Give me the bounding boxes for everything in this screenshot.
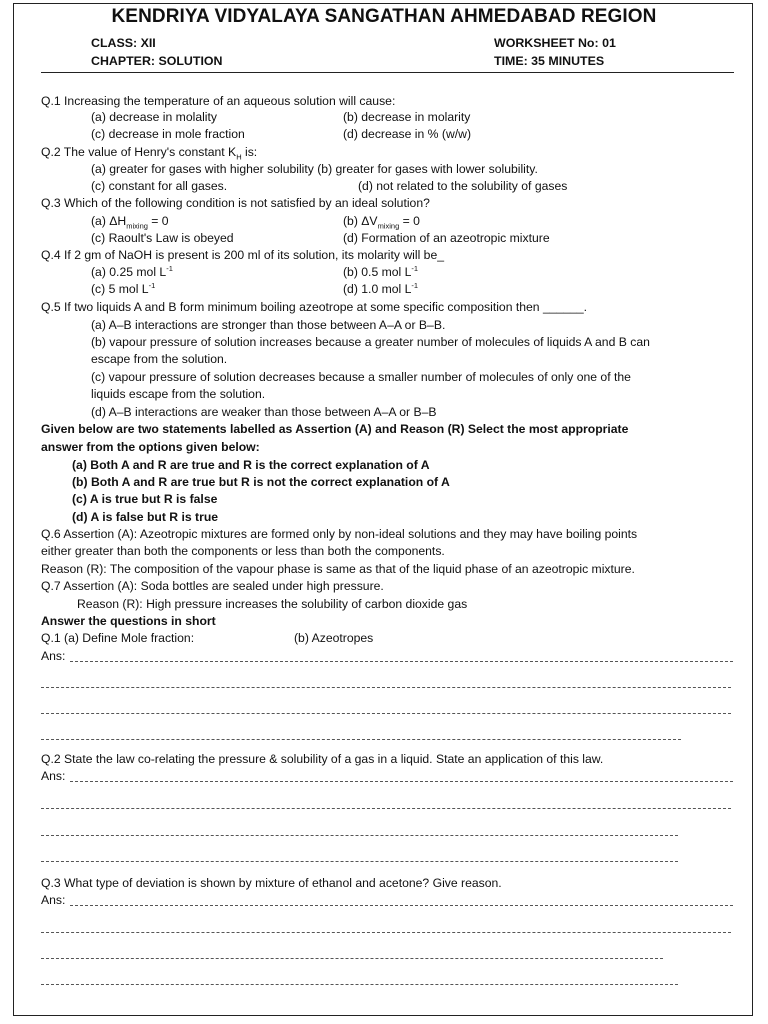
chapter-label: CHAPTER: SOLUTION bbox=[91, 54, 223, 68]
ar-option-d: (d) A is false but R is true bbox=[72, 510, 219, 524]
answer-line[interactable] bbox=[41, 713, 731, 714]
answer-line[interactable] bbox=[41, 808, 731, 809]
answer-line[interactable] bbox=[70, 661, 733, 662]
q4-option-d: (d) 1.0 mol $L^{-1}$ bbox=[343, 280, 419, 296]
q3-option-d: (d) Formation of an azeotropic mixture bbox=[343, 231, 550, 245]
q5-option-b-line2: escape from the solution. bbox=[91, 352, 228, 366]
short-answer-heading: Answer the questions in short bbox=[41, 614, 216, 628]
q1-option-b: (b) decrease in molarity bbox=[343, 110, 471, 124]
q6-assertion-line1: Q.6 Assertion (A): Azeotropic mixtures are formed only by non-ideal solutions and they may have boiling points bbox=[41, 527, 638, 541]
q1-option-c: (c) decrease in mole fraction bbox=[91, 127, 245, 141]
answer-line[interactable] bbox=[41, 932, 731, 933]
q4-option-a: (a) 0.25 mol $L^{-1}$ bbox=[91, 263, 173, 279]
assertion-intro-line1: Given below are two statements labelled as Assertion (A) and Reason (R) Select the most appropriate bbox=[41, 422, 629, 436]
ar-option-a: (a) Both A and R are true and R is the correct explanation of A bbox=[72, 458, 430, 472]
q2-option-c: (c) constant for all gases. bbox=[91, 179, 228, 193]
q3-option-a: (a) $\Delta H_{mixing} = 0$ bbox=[91, 214, 169, 231]
answer-line[interactable] bbox=[41, 984, 678, 985]
short-q3-ans-label: Ans: bbox=[41, 893, 66, 907]
q6-assertion-line2: either greater than both the components or less than both the components. bbox=[41, 544, 445, 558]
q3-option-c: (c) Raoult's Law is obeyed bbox=[91, 231, 234, 245]
answer-line[interactable] bbox=[41, 687, 731, 688]
q3-stem: Q.3 Which of the following condition is not satisfied by an ideal solution? bbox=[41, 196, 430, 210]
q2-option-d: (d) not related to the solubility of gases bbox=[358, 179, 568, 193]
short-q1-ans-label: Ans: bbox=[41, 649, 66, 663]
q5-option-c-line1: (c) vapour pressure of solution decreases because a smaller number of molecules of only one of the bbox=[91, 370, 631, 384]
answer-line[interactable] bbox=[41, 958, 663, 959]
q1-stem: Q.1 Increasing the temperature of an aqueous solution will cause: bbox=[41, 94, 396, 108]
q5-stem: Q.5 If two liquids A and B form minimum boiling azeotrope at some specific composition then ______. bbox=[41, 300, 588, 314]
q4-option-c: (c) 5 mol $L^{-1}$ bbox=[91, 280, 156, 296]
answer-line[interactable] bbox=[41, 835, 678, 836]
q5-option-a: (a) A–B interactions are stronger than those between A–A or B–B. bbox=[91, 318, 446, 332]
header-divider bbox=[41, 72, 734, 73]
q4-stem: Q.4 If 2 gm of NaOH is present is 200 ml of its solution, its molarity will be_ bbox=[41, 248, 445, 262]
ar-option-b: (b) Both A and R are true but R is not the correct explanation of A bbox=[72, 475, 450, 489]
assertion-intro-line2: answer from the options given below: bbox=[41, 440, 260, 454]
q4-option-b: (b) 0.5 mol $L^{-1}$ bbox=[343, 263, 419, 279]
class-label: CLASS: XII bbox=[91, 36, 156, 50]
short-q1a: Q.1 (a) Define Mole fraction: bbox=[41, 631, 195, 645]
q2-options-ab: (a) greater for gases with higher solubility (b) greater for gases with lower solubility. bbox=[91, 162, 538, 176]
short-q2: Q.2 State the law co-relating the pressure & solubility of a gas in a liquid. State an application of this law. bbox=[41, 752, 604, 766]
answer-line[interactable] bbox=[70, 781, 733, 782]
answer-line[interactable] bbox=[70, 905, 733, 906]
q7-assertion: Q.7 Assertion (A): Soda bottles are sealed under high pressure. bbox=[41, 579, 384, 593]
q6-reason: Reason (R): The composition of the vapour phase is same as that of the liquid phase of an azeotropic mixture. bbox=[41, 562, 635, 576]
ar-option-c: (c) A is true but R is false bbox=[72, 492, 218, 506]
q5-option-c-line2: liquids escape from the solution. bbox=[91, 387, 266, 401]
answer-line[interactable] bbox=[41, 739, 681, 740]
answer-line[interactable] bbox=[41, 861, 678, 862]
q7-reason: Reason (R): High pressure increases the solubility of carbon dioxide gas bbox=[77, 597, 468, 611]
q5-option-d: (d) A–B interactions are weaker than those between A–A or B–B bbox=[91, 405, 437, 419]
short-q3: Q.3 What type of deviation is shown by mixture of ethanol and acetone? Give reason. bbox=[41, 876, 502, 890]
school-title: KENDRIYA VIDYALAYA SANGATHAN AHMEDABAD REGION bbox=[111, 6, 657, 27]
q1-option-d: (d) decrease in % (w/w) bbox=[343, 127, 472, 141]
worksheet-number: WORKSHEET No: 01 bbox=[494, 36, 616, 50]
short-q2-ans-label: Ans: bbox=[41, 769, 66, 783]
q5-option-b-line1: (b) vapour pressure of solution increases because a greater number of molecules of liquids A and B can bbox=[91, 335, 650, 349]
time-label: TIME: 35 MINUTES bbox=[494, 54, 605, 68]
q2-stem: Q.2 The value of Henry's constant $K_H$ is: bbox=[41, 145, 258, 162]
q3-option-b: (b) $\Delta V_{mixing} = 0$ bbox=[343, 214, 420, 231]
short-q1b: (b) Azeotropes bbox=[294, 631, 374, 645]
q1-option-a: (a) decrease in molality bbox=[91, 110, 217, 124]
